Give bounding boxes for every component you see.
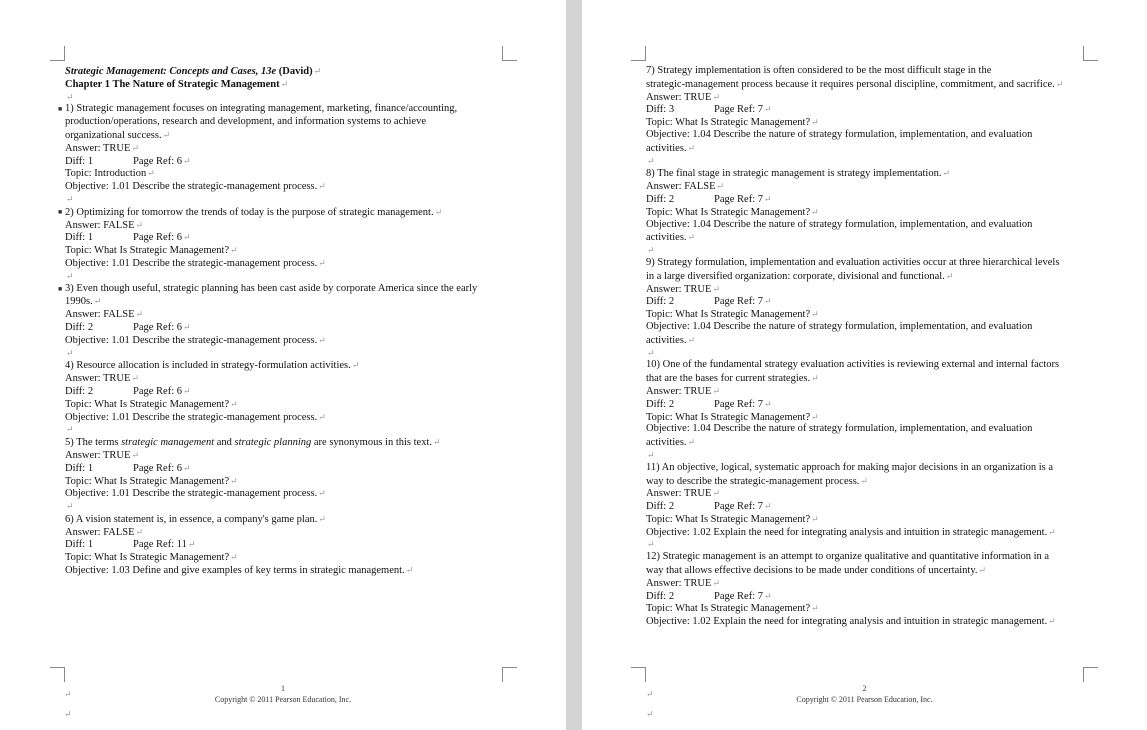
text-line: Topic: What Is Strategic Management?↵ [65,475,238,487]
crop-mark [631,667,646,682]
crop-mark [631,46,646,61]
text-line: Strategic Management: Concepts and Cases, 13e (David)↵ [65,66,322,77]
paragraph-mark-icon: ↵ [187,539,196,550]
paragraph-mark-icon: ↵ [942,168,951,179]
paragraph-mark-icon: ↵ [712,283,720,294]
page-number: 2 [862,684,867,693]
paragraph-mark-icon: ↵ [647,155,655,166]
text-line: way that allows effective decisions to be made under conditions of uncertainty.↵ [646,565,987,577]
document-page-2 [582,0,1147,730]
paragraph-mark-icon: ↵ [647,449,655,460]
paragraph-mark-icon: ↵ [434,206,443,217]
paragraph-mark-icon: ↵ [64,689,72,699]
copyright-notice: Copyright © 2011 Pearson Education, Inc. [214,695,352,704]
text-line: Answer: FALSE↵ [65,309,144,321]
text-line: Diff: 2 Page Ref: 7↵ [646,193,772,205]
text-line: Topic: What Is Strategic Management?↵ [65,398,238,410]
paragraph-mark-icon: ↵ [230,475,238,486]
text-line: organizational success.↵ [65,129,171,141]
text-line: Diff: 1 Page Ref: 6↵ [65,155,191,167]
paragraph-mark-icon: ↵ [764,590,772,601]
page-body-text[interactable] [58,65,515,577]
text-line: activities.↵ [646,142,696,154]
text-line: Diff: 1 Page Ref: 11↵ [65,539,196,551]
paragraph-mark-icon: ↵ [811,373,819,384]
crop-mark [1083,46,1098,61]
paragraph-mark-icon: ↵ [1048,526,1056,537]
text-line: 6) A vision statement is, in essence, a company's game plan.↵ [65,513,326,525]
copyright-notice: Copyright © 2011 Pearson Education, Inc. [796,695,933,704]
text-line: Chapter 1 The Nature of Strategic Management↵ [65,78,289,90]
paragraph-mark-icon: ↵ [811,411,819,422]
paragraph-mark-icon: ↵ [646,709,654,719]
text-line: ■ 2) Optimizing for tomorrow the trends of today is the purpose of strategic management.↵ [58,206,443,218]
text-line: Objective: 1.02 Explain the need for integrating analysis and intuition in strategic management.↵ [646,616,1056,628]
text-line: strategic-management process because it requires personal discipline, commitment, and sacrifice.↵ [646,78,1064,90]
paragraph-mark-icon: ↵ [405,565,414,576]
paragraph-mark-icon: ↵ [318,334,326,345]
paragraph-mark-icon: ↵ [1048,616,1056,627]
paragraph-mark-icon: ↵ [66,270,74,281]
text-line: 12) Strategic management is an attempt to organize qualitative and quantitative information in a [646,551,1050,563]
text-line [65,500,515,513]
paragraph-mark-icon: ↵ [811,206,819,217]
paragraph-mark-icon: ↵ [764,501,772,512]
text-line: Diff: 2 Page Ref: 7↵ [646,296,772,308]
text-line: Topic: What Is Strategic Management?↵ [646,513,819,525]
text-line [646,347,1096,360]
text-line: that are the bases for current strategies.↵ [646,373,819,385]
text-line: Objective: 1.03 Define and give examples of key terms in strategic management.↵ [65,565,414,577]
text-line: Topic: What Is Strategic Management?↵ [65,245,238,257]
paragraph-mark-icon: ↵ [147,168,155,179]
text-line: Diff: 2 Page Ref: 6↵ [65,321,191,333]
crop-mark [50,667,65,682]
text-line: in a large diversified organization: corporate, divisional and functional.↵ [646,270,954,282]
list-bullet-icon: ■ [58,105,63,114]
paragraph-mark-icon: ↵ [712,385,720,396]
paragraph-mark-icon: ↵ [716,181,725,192]
text-line: Topic: What Is Strategic Management?↵ [646,411,819,423]
page-gutter [566,0,582,730]
text-line: Topic: What Is Strategic Management?↵ [646,309,819,321]
paragraph-mark-icon: ↵ [318,488,326,499]
text-line: Objective: 1.01 Describe the strategic-management process.↵ [65,334,326,346]
text-line: Answer: TRUE↵ [65,142,139,154]
text-line: Topic: What Is Strategic Management?↵ [65,552,238,564]
paragraph-mark-icon: ↵ [647,539,655,550]
text-line: Diff: 1 Page Ref: 6↵ [65,232,191,244]
text-line: 11) An objective, logical, systematic approach for making major decisions in an organization is a [646,461,1054,473]
text-line: Objective: 1.04 Describe the nature of strategy formulation, implementation, and evaluation [646,218,1033,230]
text-line: Objective: 1.04 Describe the nature of strategy formulation, implementation, and evaluation [646,128,1033,140]
paragraph-mark-icon: ↵ [811,117,819,128]
text-line: Topic: What Is Strategic Management?↵ [646,603,819,615]
crop-mark [502,667,517,682]
text-line: activities.↵ [646,437,696,449]
text-line: Objective: 1.01 Describe the strategic-management process.↵ [65,411,326,423]
paragraph-mark-icon: ↵ [318,513,326,524]
text-line: ■ 3) Even though useful, strategic planning has been cast aside by corporate America since the early [58,282,478,294]
paragraph-mark-icon: ↵ [64,709,72,719]
text-line: Diff: 1 Page Ref: 6↵ [65,462,191,474]
text-line [65,270,515,283]
paragraph-mark-icon: ↵ [135,219,144,230]
paragraph-mark-icon: ↵ [131,449,139,460]
paragraph-mark-icon: ↵ [978,565,987,576]
paragraph-mark-icon: ↵ [318,257,326,268]
text-line [646,449,1096,462]
paragraph-mark-icon: ↵ [646,689,654,699]
paragraph-mark-icon: ↵ [811,603,819,614]
text-line: production/operations, research and development, and information systems to achieve [65,116,426,128]
text-line: Objective: 1.01 Describe the strategic-management process.↵ [65,257,326,269]
text-line: Objective: 1.04 Describe the nature of strategy formulation, implementation, and evaluation [646,423,1033,435]
text-line: ■ 1) Strategic management focuses on integrating management, marketing, finance/accounting, [58,103,458,115]
text-line: Diff: 3 Page Ref: 7↵ [646,104,772,116]
text-line: Objective: 1.01 Describe the strategic-management process.↵ [65,488,326,500]
paragraph-mark-icon: ↵ [860,475,868,486]
text-line: Topic: What Is Strategic Management?↵ [646,117,819,129]
text-line [65,423,515,436]
paragraph-mark-icon: ↵ [1055,78,1064,89]
text-line: 9) Strategy formulation, implementation and evaluation activities occur at three hierarchical levels [646,256,1060,268]
paragraph-mark-icon: ↵ [66,424,74,435]
paragraph-mark-icon: ↵ [433,437,441,448]
paragraph-mark-icon: ↵ [764,193,772,204]
text-line: Diff: 2 Page Ref: 7↵ [646,501,772,513]
text-line: Answer: TRUE↵ [65,373,139,385]
text-line: Answer: TRUE↵ [646,283,720,295]
text-line: Objective: 1.01 Describe the strategic-management process.↵ [65,181,326,193]
text-line: Topic: Introduction↵ [65,168,155,180]
text-line: Answer: FALSE↵ [65,219,144,231]
paragraph-mark-icon: ↵ [318,411,326,422]
paragraph-mark-icon: ↵ [135,309,144,320]
paragraph-mark-icon: ↵ [712,488,720,499]
text-line: Objective: 1.04 Describe the nature of strategy formulation, implementation, and evaluation [646,320,1033,332]
page-footer [582,683,1147,705]
text-line: Answer: TRUE↵ [65,449,139,461]
paragraph-mark-icon: ↵ [183,385,191,396]
text-line: Answer: TRUE↵ [646,385,720,397]
text-line [646,244,1096,257]
paragraph-mark-icon: ↵ [93,296,102,307]
list-bullet-icon: ■ [58,284,63,293]
paragraph-mark-icon: ↵ [811,309,819,320]
paragraph-mark-icon: ↵ [280,78,289,89]
paragraph-mark-icon: ↵ [313,66,322,76]
paragraph-mark-icon: ↵ [183,232,191,243]
text-line: Diff: 2 Page Ref: 7↵ [646,398,772,410]
text-line: activities.↵ [646,232,696,244]
paragraph-mark-icon: ↵ [351,360,360,371]
paragraph-mark-icon: ↵ [66,501,74,512]
paragraph-mark-icon: ↵ [647,245,655,256]
text-line: Topic: What Is Strategic Management?↵ [646,206,819,218]
paragraph-mark-icon: ↵ [230,398,238,409]
paragraph-mark-icon: ↵ [764,398,772,409]
text-line: Diff: 2 Page Ref: 6↵ [65,385,191,397]
paragraph-mark-icon: ↵ [162,129,171,140]
paragraph-mark-icon: ↵ [66,91,74,102]
page-body-text[interactable] [646,65,1096,628]
paragraph-mark-icon: ↵ [183,321,191,332]
paragraph-mark-icon: ↵ [66,347,74,358]
paragraph-mark-icon: ↵ [647,347,655,358]
page-number: 1 [281,684,285,693]
text-line: 8) The final stage in strategic management is strategy implementation.↵ [646,168,951,180]
paragraph-mark-icon: ↵ [135,526,144,537]
text-line [65,91,515,104]
paragraph-mark-icon: ↵ [764,296,772,307]
text-line [65,347,515,360]
text-line: Answer: TRUE↵ [646,91,720,103]
crop-mark [1083,667,1098,682]
paragraph-mark-icon: ↵ [230,552,238,563]
paragraph-mark-icon: ↵ [183,462,191,473]
paragraph-mark-icon: ↵ [131,142,139,153]
paragraph-mark-icon: ↵ [687,334,696,345]
list-bullet-icon: ■ [58,207,63,216]
paragraph-mark-icon: ↵ [66,193,74,204]
text-line [646,538,1096,551]
text-line: Answer: TRUE↵ [646,577,720,589]
text-line: 7) Strategy implementation is often considered to be the most difficult stage in the [646,65,992,76]
paragraph-mark-icon: ↵ [945,270,954,281]
text-line: 10) One of the fundamental strategy evaluation activities is reviewing external and internal factors [646,359,1060,371]
text-line: Objective: 1.02 Explain the need for integrating analysis and intuition in strategic management.↵ [646,526,1056,538]
paragraph-mark-icon: ↵ [131,373,139,384]
paragraph-mark-icon: ↵ [687,142,696,153]
paragraph-mark-icon: ↵ [230,245,238,256]
text-line: activities.↵ [646,334,696,346]
paragraph-mark-icon: ↵ [712,91,720,102]
crop-mark [50,46,65,61]
paragraph-mark-icon: ↵ [764,104,772,115]
page-footer [0,683,566,705]
text-line: Answer: TRUE↵ [646,488,720,500]
text-line: Answer: FALSE↵ [65,526,144,538]
text-line: 5) The terms strategic management and strategic planning are synonymous in this text.↵ [65,437,441,449]
paragraph-mark-icon: ↵ [183,155,191,166]
paragraph-mark-icon: ↵ [712,577,720,588]
text-line: Diff: 2 Page Ref: 7↵ [646,590,772,602]
crop-mark [502,46,517,61]
paragraph-mark-icon: ↵ [687,232,696,243]
text-line: 4) Resource allocation is included in strategy-formulation activities.↵ [65,360,360,372]
text-line: 1990s.↵ [65,296,102,308]
text-line: Answer: FALSE↵ [646,181,725,193]
text-line [65,193,515,206]
text-line: way to describe the strategic-management process.↵ [646,475,868,487]
paragraph-mark-icon: ↵ [687,437,696,448]
document-page-1 [0,0,566,730]
text-line [646,155,1096,168]
paragraph-mark-icon: ↵ [811,513,819,524]
paragraph-mark-icon: ↵ [318,181,326,192]
